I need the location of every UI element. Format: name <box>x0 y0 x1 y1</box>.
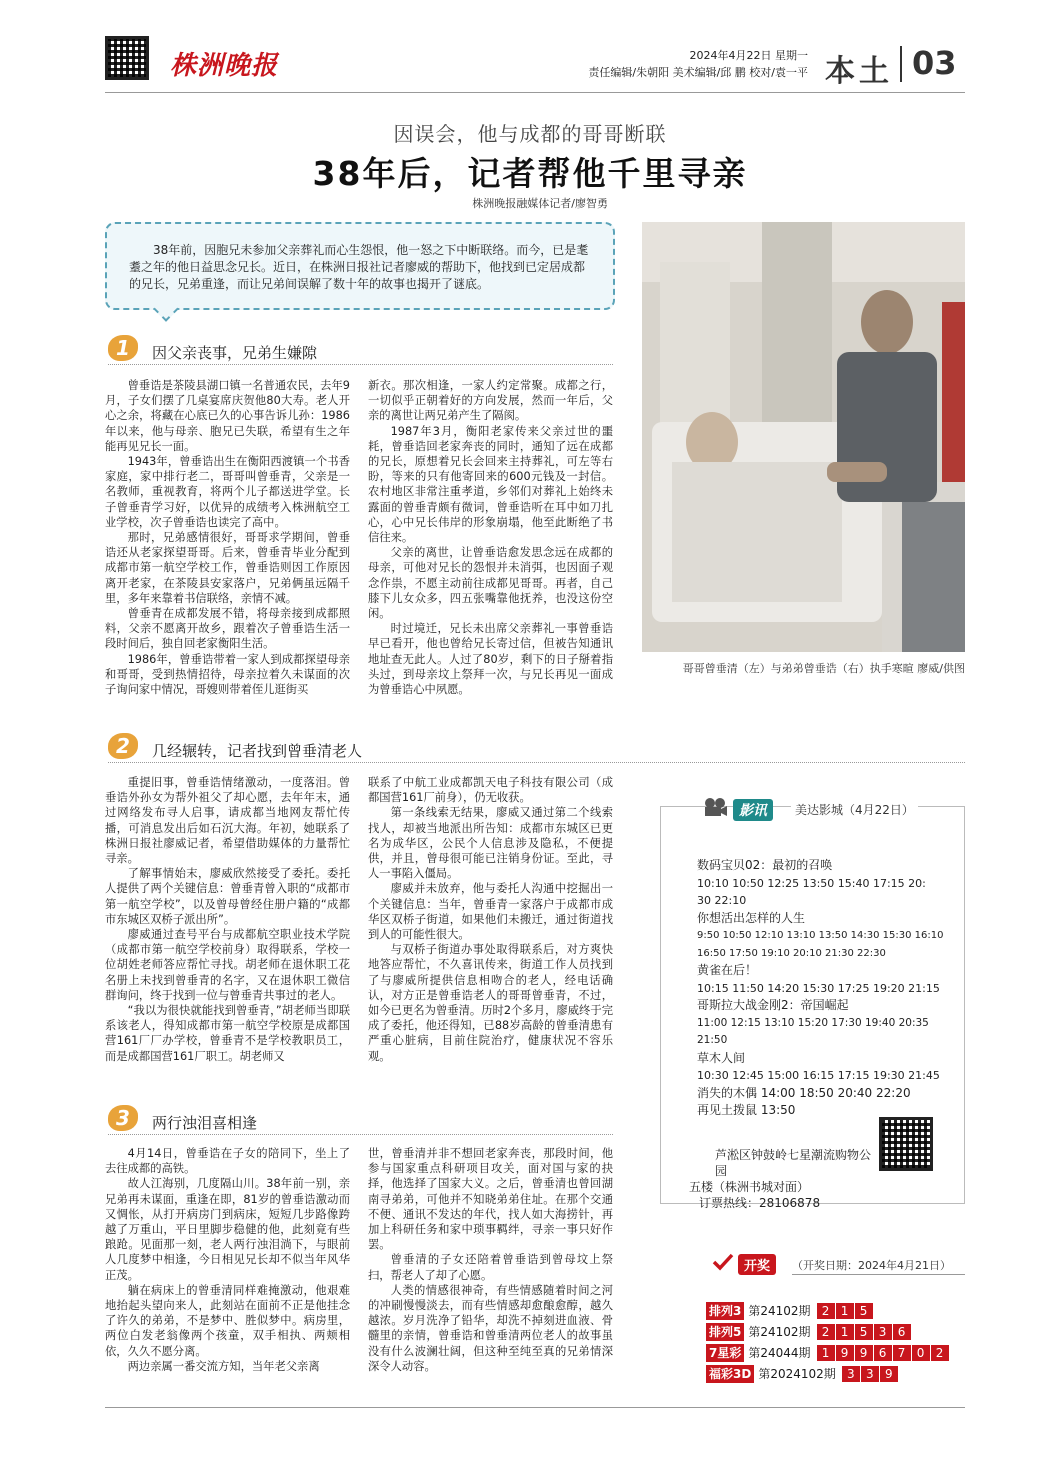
paragraph: 父亲的离世，让曾垂诰愈发思念远在成都的母亲，可他对兄长的怨恨并未消弭，也因面子观念作祟，不愿主动前往成都见哥哥。再者，自己膝下儿女众多，四五张嘴靠他抚养，也没这份空闲。 <box>368 546 613 621</box>
lottery-name: 排列5 <box>706 1323 744 1341</box>
lottery-number: 1 <box>836 1324 854 1340</box>
film-title: 再见土拨鼠 13:50 <box>697 1103 796 1117</box>
section-3-col2 <box>368 1146 613 1374</box>
paragraph: 1986年，曾垂诰带着一家人到成都探望母亲和哥哥，受到热情招待，母亲拉着久未谋面的次子询问家中情况，哥嫂则带着侄儿逛街买 <box>105 652 350 697</box>
footer-rule <box>105 1407 965 1408</box>
lottery-number: 7 <box>893 1345 911 1361</box>
qr-code <box>105 36 149 80</box>
header-divider <box>900 46 902 82</box>
lottery-number: 2 <box>931 1345 949 1361</box>
section-1-badge: 1 <box>108 335 138 361</box>
lottery-row <box>706 1365 966 1383</box>
section-1-col1 <box>105 378 350 697</box>
lottery-badge: 开奖 <box>738 1254 776 1275</box>
lottery-name: 福彩3D <box>706 1365 754 1383</box>
lottery-number: 2 <box>817 1303 835 1319</box>
lottery-number: 3 <box>861 1366 879 1382</box>
film-schedule <box>697 857 957 1120</box>
paragraph: 第一条线索无结果，廖威又通过第二个线索找人，却被当地派出所告知：成都市东城区已更名为成华区，公民个人信息涉及隐私，不便提供，并且，曾母很可能已注销身份证。至此，寻人一事陷入僵局。 <box>368 806 613 881</box>
paragraph: 1943年，曾垂诰出生在衡阳西渡镇一个书香家庭，家中排行老二，哥哥叫曾垂青，父亲是一名教师，重视教育，将两个儿子都送进学堂。长子曾垂青学习好，以优异的成绩考入株洲航空工业学校，次子曾垂诰也读完了高中。 <box>105 455 350 529</box>
lottery-rule <box>792 1274 965 1275</box>
showtimes: 16:50 17:50 19:10 20:10 21:30 22:30 <box>697 947 886 959</box>
ticket-hotline: 订票热线：28106878 <box>699 1196 821 1210</box>
paragraph: 曾垂清的子女还陪着曾垂诰到曾母坟上祭扫，帮老人了却了心愿。 <box>368 1253 613 1282</box>
section-name: 本土 <box>825 54 893 89</box>
article-subtitle: 因误会，他与成都的哥哥断联 <box>393 122 667 146</box>
address-line: 五楼（株洲书城对面） <box>689 1180 810 1194</box>
showtimes: 9:50 10:50 12:10 13:10 13:50 14:30 15:30 16:10 <box>697 930 944 941</box>
showtimes: 10:10 10:50 12:25 13:50 15:40 17:15 20: <box>697 876 926 890</box>
section-1-rule <box>108 364 613 365</box>
film-reel-icon <box>703 797 727 817</box>
cinema-qr-code <box>879 1117 933 1171</box>
lottery-number: 0 <box>912 1345 930 1361</box>
lottery-number: 2 <box>817 1324 835 1340</box>
lottery-results <box>706 1302 966 1383</box>
lottery-number: 5 <box>855 1324 873 1340</box>
lottery-number: 6 <box>874 1345 892 1361</box>
header-rule <box>105 92 965 93</box>
showtimes: 11:00 12:15 13:10 15:20 17:30 19:40 20:35 21:50 <box>697 1016 929 1046</box>
lottery-issue: 第24102期 <box>748 1304 811 1318</box>
lottery-issue: 第2024102期 <box>758 1367 836 1381</box>
editor-credits: 责任编辑/朱朝阳 美术编辑/邱 鹏 校对/袁一平 <box>588 66 808 79</box>
section-2-col2 <box>368 775 613 1064</box>
paragraph: 1987年3月，衡阳老家传来父亲过世的噩耗，曾垂诰回老家奔丧的同时，通知了远在成都的兄长，原想着兄长会回来主持葬礼，可左等右盼，等来的只有他寄回来的600元钱及一封信。农村地区非常注重孝道，乡邻们对葬礼上始终未露面的曾垂青颇有微词，曾垂诰听在耳中如刀扎心，心中兄长伟岸的形象崩塌，他至此断绝了书信往来。 <box>368 424 613 545</box>
paragraph: 重提旧事，曾垂诰情绪激动，一度落泪。曾垂诰外孙女为帮外祖父了却心愿，去年年末，通过网络发布寻人启事，请成都当地网友帮忙传播，可消息发出后如石沉大海。年初，她联系了株洲日报社廖威记者，希望借助媒体的力量帮忙寻亲。 <box>105 776 350 866</box>
cinema-box <box>660 803 965 1210</box>
showtimes: 30 22:10 <box>697 894 747 907</box>
lottery-number: 9 <box>836 1345 854 1361</box>
film-title: 哥斯拉大战金刚2：帝国崛起 <box>697 998 849 1012</box>
film-title: 数码宝贝02：最初的召唤 <box>697 858 833 872</box>
paragraph: “我以为很快就能找到曾垂青，”胡老师当即联系该老人，得知成都市第一航空学校原是成都国营161厂厂办学校，曾垂青不是学校教职员工，而是成都国营161厂职工。胡老师又 <box>105 1004 350 1063</box>
section-1-col2 <box>368 378 613 697</box>
section-1-title: 因父亲丧事，兄弟生嫌隙 <box>152 344 318 362</box>
lottery-number: 6 <box>893 1324 911 1340</box>
paragraph: 与双桥子街道办事处取得联系后，对方爽快地答应帮忙，不久喜讯传来，街道工作人员找到了与廖威所提供信息相吻合的老人，经电话确认，对方正是曾垂诰老人的哥哥曾垂青，不过，如今已更名为曾垂清。历时2个多月，廖威终于完成了委托，他还得知，已88岁高龄的曾垂清患有严重心脏病，目前住院治疗，健康状况不容乐观。 <box>368 943 613 1063</box>
photo-illustration <box>642 222 965 652</box>
lottery-row <box>706 1302 966 1320</box>
issue-date: 2024年4月22日 星期一 <box>689 49 808 62</box>
cinema-title: 美达影城（4月22日） <box>791 801 918 818</box>
paragraph: 人类的情感很神奇，有些情感随着时间之河的冲刷慢慢淡去，而有些情感却愈酿愈醇，越久越浓。岁月洗净了铅华，却洗不掉刻进血液、骨髓里的亲情，曾垂诰和曾垂清两位老人的故事虽没有什么波澜壮阔，但这种至纯至真的兄弟情深深令人动容。 <box>368 1283 613 1373</box>
paragraph: 躺在病床上的曾垂清同样难掩激动，他艰难地抬起头望向来人，此刻站在面前不正是他挂念了许久的弟弟，不是梦中、胜似梦中。病房里，两位白发老翁像两个孩童，双手相执、两颊相依，久久不愿分离。 <box>105 1283 350 1358</box>
page-number: 03 <box>912 44 957 82</box>
paragraph: 了解事情始末，廖威欣然接受了委托。委托人提供了两个关键信息：曾垂青曾入职的“成都市第一航空学校”，以及曾母曾经住册户籍的“成都市东城区双桥子派出所”。 <box>105 867 350 926</box>
lottery-issue: 第24044期 <box>748 1346 811 1360</box>
paragraph: 时过境迁，兄长未出席父亲葬礼一事曾垂诰早已看开，他也曾给兄长寄过信，但被告知通讯地址查无此人。人过了80岁，剩下的日子掰着指头过，到母亲坟上祭拜一次，与兄长再见一面成为曾垂诰心中夙愿。 <box>368 622 613 697</box>
lottery-number: 3 <box>874 1324 892 1340</box>
article-byline: 株洲晚报融媒体记者/廖智勇 <box>472 197 608 210</box>
address-line: 芦淞区钟鼓岭七星潮流购物公园 <box>715 1148 872 1178</box>
section-3-badge: 3 <box>108 1105 138 1131</box>
lottery-name: 排列3 <box>706 1302 744 1320</box>
paragraph: 曾垂青在成都发展不错，将母亲接到成都照料，父亲不愿离开故乡，跟着次子曾垂诰生活一段时间后，独自回老家衡阳生活。 <box>105 607 350 651</box>
paragraph: 两边亲属一番交流方知，当年老父亲离 <box>127 1359 320 1373</box>
lottery-number: 9 <box>880 1366 898 1382</box>
section-3-title: 两行浊泪喜相逢 <box>152 1114 258 1132</box>
film-title: 草木人间 <box>697 1050 746 1065</box>
lottery-issue: 第24102期 <box>748 1325 811 1339</box>
paragraph: 故人江海别，几度隔山川。38年前一别，亲兄弟再未谋面，重逢在即，81岁的曾垂诰激动而又惆怅，从打开病房门到病床，短短几步路像跨越了万重山，平日里脚步稳健的他，此刻竟有些踉跄。见面那一刻，老人两行浊泪淌下，与眼前人几度梦中相逢，今日相见兄长却不似当年风华正茂。 <box>105 1177 350 1282</box>
lottery-row <box>706 1344 966 1362</box>
section-3-col1 <box>105 1146 350 1374</box>
cinema-address <box>689 1147 879 1211</box>
lottery-number: 9 <box>855 1345 873 1361</box>
section-2-rule <box>108 762 965 763</box>
film-title: 黄雀在后！ <box>697 963 758 977</box>
lottery-number: 3 <box>842 1366 860 1382</box>
paragraph: 曾垂诰是茶陵县湖口镇一名普通农民，去年9月，子女们摆了几桌宴席庆贺他80大寿。老人开心之余，将藏在心底已久的心事告诉儿孙：1986年以来，他与母亲、胞兄已失联，希望有生之年能再见兄长一面。 <box>105 379 350 453</box>
showtimes: 10:15 11:50 14:20 15:30 17:25 19:20 21:15 <box>697 981 940 995</box>
showtimes: 10:30 12:45 15:00 16:15 17:15 19:30 21:45 <box>697 1069 940 1082</box>
photo-caption: 哥哥曾垂清（左）与弟弟曾垂诰（右）执手寒暄 廖威/供图 <box>682 662 965 675</box>
film-title: 消失的木偶 14:00 18:50 20:40 22:20 <box>697 1085 911 1100</box>
check-icon <box>712 1253 734 1275</box>
paragraph: 廖威并未放弃，他与委托人沟通中挖掘出一个关键信息：当年，曾垂青一家落户于成都市成华区双桥子街道，如果他们未搬迁，通过街道找到人的可能性很大。 <box>368 882 613 942</box>
paragraph: 联系了中航工业成都凯天电子科技有限公司（成都国营161厂前身），仍无收获。 <box>368 776 613 805</box>
article-photo <box>642 222 965 652</box>
lottery-row <box>706 1323 966 1341</box>
film-title: 你想活出怎样的人生 <box>697 910 806 925</box>
lottery-name: 7星彩 <box>706 1344 744 1362</box>
lead-box <box>105 222 615 310</box>
lead-text: 38年前，因胞兄未参加父亲葬礼而心生怨恨，他一怒之下中断联络。而今，已是耄耋之年的他日益思念兄长。近日，在株洲日报社记者廖威的帮助下，他找到已定居成都的兄长，兄弟重逢，而让兄弟间误解了数十年的故事也揭开了谜底。 <box>129 243 589 291</box>
lottery-number: 5 <box>855 1303 873 1319</box>
section-2-title: 几经辗转，记者找到曾垂清老人 <box>152 742 363 760</box>
article-headline: 38年后，记者帮他千里寻亲 <box>312 154 748 193</box>
paragraph: 4月14日，曾垂诰在子女的陪同下，坐上了去往成都的高铁。 <box>105 1147 350 1176</box>
paragraph: 新衣。那次相逢，一家人约定常聚。成都之行，一切似乎正朝着好的方向发展，然而一年后，父亲的离世让两兄弟产生了隔阂。 <box>368 379 613 423</box>
paragraph: 那时，兄弟感情很好，哥哥求学期间，曾垂诰还从老家探望哥哥。后来，曾垂青毕业分配到成都市第一航空学校工作，曾垂诰则因工作原因离开老家，在茶陵县安家落户，兄弟俩虽远隔千里，多年来靠着书信联络，亲情不减。 <box>105 531 350 605</box>
cinema-badge: 影讯 <box>733 799 773 821</box>
paragraph: 世，曾垂清并非不想回老家奔丧，那段时间，他参与国家重点科研项目攻关，面对国与家的抉择，他选择了国家大义。之后，曾垂清也曾回湖南寻弟弟，可他并不知晓弟弟住址。在那个交通不便、通讯不发达的年代，找人如大海捞针，再加上科研任务和家中琐事羁绊，寻亲一事只好作罢。 <box>368 1147 613 1252</box>
section-2-col1 <box>105 775 350 1064</box>
section-2-badge: 2 <box>108 733 138 759</box>
masthead-logo: 株洲晚报 <box>170 51 279 81</box>
section-3-rule <box>108 1134 613 1135</box>
paragraph: 廖威通过查号平台与成都航空职业技术学院（成都市第一航空学校前身）取得联系，学校一位胡姓老师答应帮忙寻找。胡老师在退休职工花名册上未找到曾垂青的名字，又在退休职工微信群询问，终于找到一位与曾垂青共事过的老人。 <box>105 928 350 1002</box>
lottery-number: 1 <box>836 1303 854 1319</box>
lottery-date: （开奖日期：2024年4月21日） <box>792 1259 951 1272</box>
lottery-number: 1 <box>817 1345 835 1361</box>
